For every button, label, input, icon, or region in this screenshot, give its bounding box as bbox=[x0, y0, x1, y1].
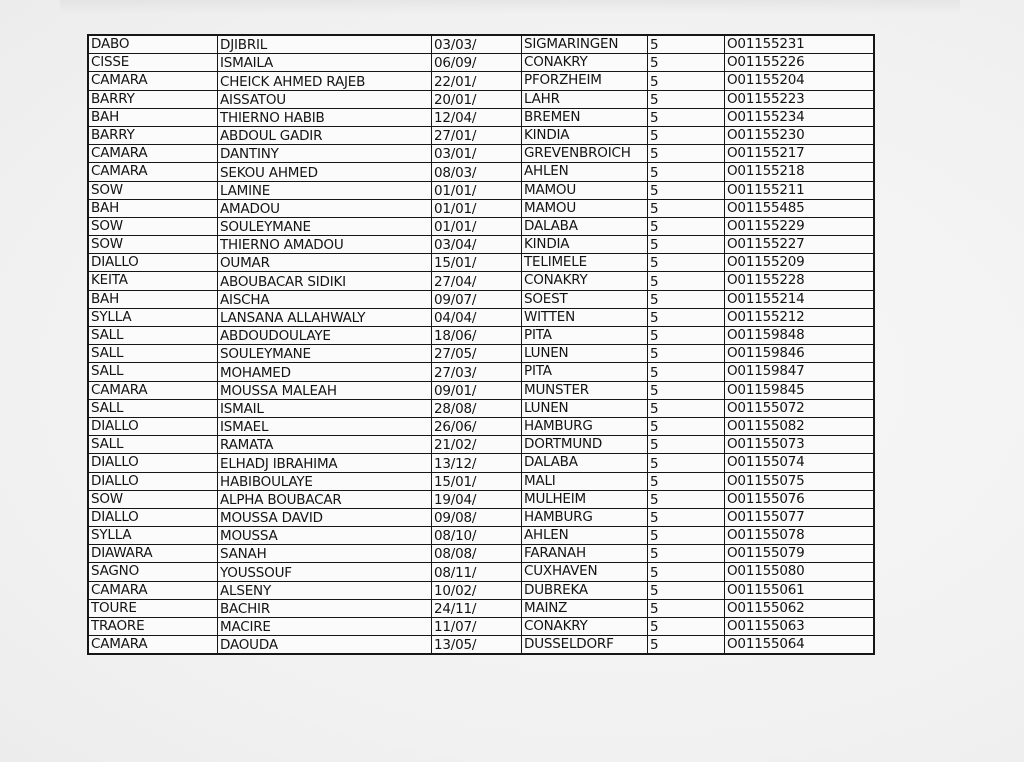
cell-first-name: OUMAR bbox=[218, 254, 432, 272]
cell-id: O01155076 bbox=[725, 490, 875, 508]
cell-date: 13/12/ bbox=[432, 454, 522, 472]
table-row bbox=[88, 490, 874, 508]
cell-city: HAMBURG bbox=[522, 417, 648, 435]
cell-first-name: THIERNO AMADOU bbox=[218, 236, 432, 254]
cell-number: 5 bbox=[648, 508, 725, 526]
table-row bbox=[88, 54, 874, 72]
table-row bbox=[88, 345, 874, 363]
cell-date: 08/03/ bbox=[432, 163, 522, 181]
cell-id: O01155063 bbox=[725, 618, 875, 636]
cell-id: O01155228 bbox=[725, 272, 875, 290]
cell-id: O01155062 bbox=[725, 599, 875, 617]
cell-last-name: SOW bbox=[88, 236, 218, 254]
cell-first-name: RAMATA bbox=[218, 436, 432, 454]
cell-city: CONAKRY bbox=[522, 618, 648, 636]
cell-date: 15/01/ bbox=[432, 254, 522, 272]
cell-id: O01155229 bbox=[725, 217, 875, 235]
cell-first-name: DANTINY bbox=[218, 145, 432, 163]
cell-city: CUXHAVEN bbox=[522, 563, 648, 581]
cell-date: 03/01/ bbox=[432, 145, 522, 163]
cell-first-name: ALPHA BOUBACAR bbox=[218, 490, 432, 508]
cell-number: 5 bbox=[648, 54, 725, 72]
cell-date: 10/02/ bbox=[432, 581, 522, 599]
cell-id: O01155061 bbox=[725, 581, 875, 599]
cell-id: O01155074 bbox=[725, 454, 875, 472]
cell-id: O01155073 bbox=[725, 436, 875, 454]
cell-first-name: SEKOU AHMED bbox=[218, 163, 432, 181]
cell-number: 5 bbox=[648, 527, 725, 545]
cell-number: 5 bbox=[648, 618, 725, 636]
table-row bbox=[88, 90, 874, 108]
cell-last-name: CAMARA bbox=[88, 145, 218, 163]
cell-city: MAMOU bbox=[522, 199, 648, 217]
cell-first-name: THIERNO HABIB bbox=[218, 108, 432, 126]
cell-date: 01/01/ bbox=[432, 181, 522, 199]
cell-last-name: TRAORE bbox=[88, 618, 218, 636]
cell-city: DUSSELDORF bbox=[522, 636, 648, 655]
table-row bbox=[88, 563, 874, 581]
table-row bbox=[88, 163, 874, 181]
table-row bbox=[88, 290, 874, 308]
cell-number: 5 bbox=[648, 417, 725, 435]
cell-last-name: CAMARA bbox=[88, 381, 218, 399]
table-row bbox=[88, 545, 874, 563]
table-row bbox=[88, 199, 874, 217]
cell-last-name: BAH bbox=[88, 199, 218, 217]
cell-last-name: BAH bbox=[88, 108, 218, 126]
cell-date: 03/03/ bbox=[432, 35, 522, 54]
cell-last-name: DIALLO bbox=[88, 454, 218, 472]
cell-first-name: ABDOUL GADIR bbox=[218, 126, 432, 144]
cell-last-name: SAGNO bbox=[88, 563, 218, 581]
cell-date: 12/04/ bbox=[432, 108, 522, 126]
cell-date: 09/07/ bbox=[432, 290, 522, 308]
cell-number: 5 bbox=[648, 145, 725, 163]
cell-number: 5 bbox=[648, 545, 725, 563]
cell-first-name: ISMAIL bbox=[218, 399, 432, 417]
cell-date: 27/03/ bbox=[432, 363, 522, 381]
cell-number: 5 bbox=[648, 35, 725, 54]
cell-id: O01155079 bbox=[725, 545, 875, 563]
cell-date: 08/11/ bbox=[432, 563, 522, 581]
cell-date: 21/02/ bbox=[432, 436, 522, 454]
cell-city: DALABA bbox=[522, 454, 648, 472]
cell-last-name: DIALLO bbox=[88, 508, 218, 526]
cell-city: LUNEN bbox=[522, 345, 648, 363]
cell-last-name: CISSE bbox=[88, 54, 218, 72]
table-row bbox=[88, 618, 874, 636]
cell-number: 5 bbox=[648, 490, 725, 508]
cell-last-name: DIALLO bbox=[88, 254, 218, 272]
table-row bbox=[88, 145, 874, 163]
cell-last-name: SALL bbox=[88, 363, 218, 381]
cell-city: CONAKRY bbox=[522, 54, 648, 72]
records-table bbox=[87, 34, 875, 655]
cell-city: SOEST bbox=[522, 290, 648, 308]
cell-first-name: AISCHA bbox=[218, 290, 432, 308]
cell-id: O01159846 bbox=[725, 345, 875, 363]
cell-id: O01159847 bbox=[725, 363, 875, 381]
cell-number: 5 bbox=[648, 308, 725, 326]
cell-id: O01155223 bbox=[725, 90, 875, 108]
cell-number: 5 bbox=[648, 454, 725, 472]
cell-date: 22/01/ bbox=[432, 72, 522, 90]
cell-first-name: ABDOUDOULAYE bbox=[218, 327, 432, 345]
cell-first-name: MOUSSA MALEAH bbox=[218, 381, 432, 399]
cell-date: 20/01/ bbox=[432, 90, 522, 108]
cell-date: 28/08/ bbox=[432, 399, 522, 417]
cell-id: O01155226 bbox=[725, 54, 875, 72]
cell-date: 04/04/ bbox=[432, 308, 522, 326]
cell-city: WITTEN bbox=[522, 308, 648, 326]
cell-date: 24/11/ bbox=[432, 599, 522, 617]
cell-first-name: ISMAEL bbox=[218, 417, 432, 435]
cell-first-name: MOUSSA bbox=[218, 527, 432, 545]
cell-id: O01155082 bbox=[725, 417, 875, 435]
cell-id: O01159845 bbox=[725, 381, 875, 399]
cell-id: O01155485 bbox=[725, 199, 875, 217]
cell-first-name: LANSANA ALLAHWALY bbox=[218, 308, 432, 326]
cell-number: 5 bbox=[648, 217, 725, 235]
cell-last-name: SALL bbox=[88, 345, 218, 363]
cell-first-name: MOHAMED bbox=[218, 363, 432, 381]
table-row bbox=[88, 308, 874, 326]
cell-id: O01155230 bbox=[725, 126, 875, 144]
table-row bbox=[88, 454, 874, 472]
cell-last-name: SOW bbox=[88, 490, 218, 508]
cell-first-name: BACHIR bbox=[218, 599, 432, 617]
cell-first-name: DJIBRIL bbox=[218, 35, 432, 54]
cell-city: CONAKRY bbox=[522, 272, 648, 290]
cell-last-name: BAH bbox=[88, 290, 218, 308]
cell-last-name: CAMARA bbox=[88, 72, 218, 90]
cell-number: 5 bbox=[648, 181, 725, 199]
cell-date: 08/08/ bbox=[432, 545, 522, 563]
cell-id: O01155234 bbox=[725, 108, 875, 126]
cell-number: 5 bbox=[648, 163, 725, 181]
cell-date: 26/06/ bbox=[432, 417, 522, 435]
cell-first-name: LAMINE bbox=[218, 181, 432, 199]
cell-date: 01/01/ bbox=[432, 199, 522, 217]
cell-city: SIGMARINGEN bbox=[522, 35, 648, 54]
cell-id: O01155072 bbox=[725, 399, 875, 417]
cell-city: MAINZ bbox=[522, 599, 648, 617]
cell-last-name: SOW bbox=[88, 217, 218, 235]
cell-first-name: SANAH bbox=[218, 545, 432, 563]
table-row bbox=[88, 236, 874, 254]
cell-last-name: CAMARA bbox=[88, 636, 218, 655]
cell-number: 5 bbox=[648, 599, 725, 617]
cell-id: O01155217 bbox=[725, 145, 875, 163]
table-row bbox=[88, 472, 874, 490]
cell-city: DUBREKA bbox=[522, 581, 648, 599]
records-table-body bbox=[88, 35, 874, 654]
cell-number: 5 bbox=[648, 236, 725, 254]
cell-city: BREMEN bbox=[522, 108, 648, 126]
cell-first-name: HABIBOULAYE bbox=[218, 472, 432, 490]
cell-date: 27/04/ bbox=[432, 272, 522, 290]
cell-city: GREVENBROICH bbox=[522, 145, 648, 163]
cell-first-name: AMADOU bbox=[218, 199, 432, 217]
table-row bbox=[88, 327, 874, 345]
table-row bbox=[88, 636, 874, 655]
table-row bbox=[88, 508, 874, 526]
table-row bbox=[88, 399, 874, 417]
cell-city: HAMBURG bbox=[522, 508, 648, 526]
cell-date: 19/04/ bbox=[432, 490, 522, 508]
cell-number: 5 bbox=[648, 290, 725, 308]
cell-last-name: TOURE bbox=[88, 599, 218, 617]
cell-city: PITA bbox=[522, 327, 648, 345]
cell-id: O01155218 bbox=[725, 163, 875, 181]
cell-city: PITA bbox=[522, 363, 648, 381]
cell-first-name: MOUSSA DAVID bbox=[218, 508, 432, 526]
cell-first-name: AISSATOU bbox=[218, 90, 432, 108]
cell-number: 5 bbox=[648, 399, 725, 417]
cell-number: 5 bbox=[648, 90, 725, 108]
cell-last-name: SALL bbox=[88, 399, 218, 417]
cell-date: 06/09/ bbox=[432, 54, 522, 72]
table-row bbox=[88, 599, 874, 617]
cell-first-name: ALSENY bbox=[218, 581, 432, 599]
table-row bbox=[88, 527, 874, 545]
cell-city: TELIMELE bbox=[522, 254, 648, 272]
cell-number: 5 bbox=[648, 345, 725, 363]
cell-date: 13/05/ bbox=[432, 636, 522, 655]
table-row bbox=[88, 35, 874, 54]
cell-id: O01155211 bbox=[725, 181, 875, 199]
cell-city: FARANAH bbox=[522, 545, 648, 563]
cell-id: O01155214 bbox=[725, 290, 875, 308]
table-row bbox=[88, 381, 874, 399]
cell-city: AHLEN bbox=[522, 527, 648, 545]
cell-number: 5 bbox=[648, 108, 725, 126]
cell-number: 5 bbox=[648, 254, 725, 272]
table-row bbox=[88, 363, 874, 381]
cell-date: 15/01/ bbox=[432, 472, 522, 490]
cell-last-name: SYLLA bbox=[88, 308, 218, 326]
cell-id: O01155212 bbox=[725, 308, 875, 326]
cell-last-name: DIAWARA bbox=[88, 545, 218, 563]
cell-city: MULHEIM bbox=[522, 490, 648, 508]
cell-city: MALI bbox=[522, 472, 648, 490]
cell-number: 5 bbox=[648, 327, 725, 345]
cell-number: 5 bbox=[648, 381, 725, 399]
cell-last-name: SALL bbox=[88, 327, 218, 345]
cell-number: 5 bbox=[648, 272, 725, 290]
cell-id: O01155231 bbox=[725, 35, 875, 54]
cell-date: 18/06/ bbox=[432, 327, 522, 345]
table-row bbox=[88, 254, 874, 272]
cell-date: 27/01/ bbox=[432, 126, 522, 144]
cell-last-name: BARRY bbox=[88, 126, 218, 144]
cell-first-name: SOULEYMANE bbox=[218, 217, 432, 235]
table-row bbox=[88, 72, 874, 90]
table-row bbox=[88, 272, 874, 290]
cell-city: MUNSTER bbox=[522, 381, 648, 399]
cell-city: MAMOU bbox=[522, 181, 648, 199]
cell-city: DORTMUND bbox=[522, 436, 648, 454]
cell-id: O01155204 bbox=[725, 72, 875, 90]
table-row bbox=[88, 436, 874, 454]
cell-first-name: ABOUBACAR SIDIKI bbox=[218, 272, 432, 290]
cell-city: DALABA bbox=[522, 217, 648, 235]
cell-id: O01159848 bbox=[725, 327, 875, 345]
cell-last-name: KEITA bbox=[88, 272, 218, 290]
cell-first-name: MACIRE bbox=[218, 618, 432, 636]
cell-last-name: BARRY bbox=[88, 90, 218, 108]
cell-number: 5 bbox=[648, 199, 725, 217]
cell-first-name: ELHADJ IBRAHIMA bbox=[218, 454, 432, 472]
cell-city: KINDIA bbox=[522, 126, 648, 144]
cell-date: 03/04/ bbox=[432, 236, 522, 254]
cell-first-name: CHEICK AHMED RAJEB bbox=[218, 72, 432, 90]
cell-id: O01155064 bbox=[725, 636, 875, 655]
cell-last-name: DIALLO bbox=[88, 472, 218, 490]
cell-id: O01155077 bbox=[725, 508, 875, 526]
cell-date: 08/10/ bbox=[432, 527, 522, 545]
cell-date: 09/08/ bbox=[432, 508, 522, 526]
cell-last-name: SOW bbox=[88, 181, 218, 199]
cell-last-name: CAMARA bbox=[88, 163, 218, 181]
cell-number: 5 bbox=[648, 581, 725, 599]
cell-last-name: DIALLO bbox=[88, 417, 218, 435]
cell-date: 01/01/ bbox=[432, 217, 522, 235]
cell-city: KINDIA bbox=[522, 236, 648, 254]
cell-number: 5 bbox=[648, 126, 725, 144]
cell-number: 5 bbox=[648, 472, 725, 490]
table-row bbox=[88, 581, 874, 599]
table-row bbox=[88, 181, 874, 199]
table-row bbox=[88, 417, 874, 435]
table-row bbox=[88, 108, 874, 126]
cell-last-name: SALL bbox=[88, 436, 218, 454]
table-row bbox=[88, 126, 874, 144]
cell-number: 5 bbox=[648, 363, 725, 381]
cell-date: 11/07/ bbox=[432, 618, 522, 636]
cell-city: PFORZHEIM bbox=[522, 72, 648, 90]
cell-first-name: SOULEYMANE bbox=[218, 345, 432, 363]
cell-last-name: CAMARA bbox=[88, 581, 218, 599]
cell-city: AHLEN bbox=[522, 163, 648, 181]
cell-number: 5 bbox=[648, 563, 725, 581]
cell-city: LUNEN bbox=[522, 399, 648, 417]
cell-id: O01155227 bbox=[725, 236, 875, 254]
cell-date: 09/01/ bbox=[432, 381, 522, 399]
cell-number: 5 bbox=[648, 436, 725, 454]
cell-date: 27/05/ bbox=[432, 345, 522, 363]
cell-id: O01155078 bbox=[725, 527, 875, 545]
cell-last-name: DABO bbox=[88, 35, 218, 54]
cell-city: LAHR bbox=[522, 90, 648, 108]
cell-number: 5 bbox=[648, 636, 725, 655]
cell-first-name: DAOUDA bbox=[218, 636, 432, 655]
cell-id: O01155080 bbox=[725, 563, 875, 581]
cell-first-name: YOUSSOUF bbox=[218, 563, 432, 581]
cell-first-name: ISMAILA bbox=[218, 54, 432, 72]
cell-number: 5 bbox=[648, 72, 725, 90]
cell-id: O01155075 bbox=[725, 472, 875, 490]
cell-id: O01155209 bbox=[725, 254, 875, 272]
cell-last-name: SYLLA bbox=[88, 527, 218, 545]
scan-artifact bbox=[60, 0, 960, 14]
table-row bbox=[88, 217, 874, 235]
